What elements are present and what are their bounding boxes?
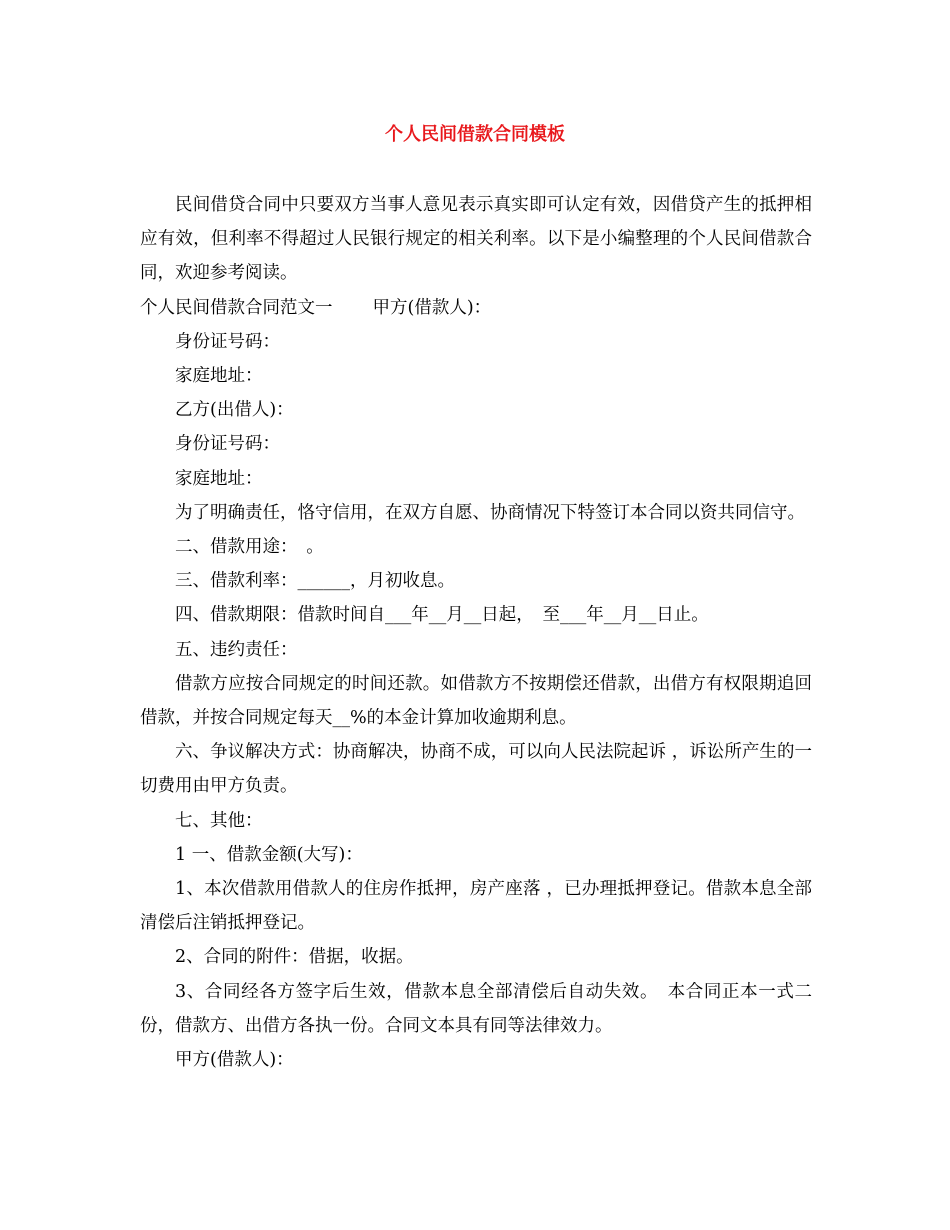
party-b-label: 乙方(出借人)：	[175, 400, 294, 421]
clause-term: 四、借款期限：借款时间自___年__月__日起， 至___年__月__日止。	[175, 605, 709, 626]
other-item-attachments: 2、合同的附件：借据，收据。	[175, 947, 414, 968]
other-item-effect: 3、合同经各方签字后生效，借款本息全部清偿后自动失效。 本合同正本一式二份，借款方、出借方各执一份。合同文本具有同等法律效力。	[140, 981, 812, 1036]
id-number-line: 身份证号码：	[175, 331, 280, 352]
address-line: 家庭地址：	[175, 366, 263, 387]
signature-party-a: 甲方(借款人)：	[175, 1050, 294, 1071]
sample-heading-line	[140, 291, 812, 325]
intro-paragraph: 民间借贷合同中只要双方当事人意见表示真实即可认定有效，因借贷产生的抵押相应有效，但利率不得超过人民银行规定的相关利率。以下是小编整理的个人民间借款合同，欢迎参考阅读。	[140, 195, 812, 284]
clause-dispute: 六、争议解决方式：协商解决，协商不成，可以向人民法院起诉 ，诉讼所产生的一切费用由甲方负责。	[140, 742, 812, 797]
purpose-paragraph: 为了明确责任，恪守信用，在双方自愿、协商情况下特签订本合同以资共同信守。	[175, 502, 805, 523]
other-item-amount: 1 一、借款金额(大写)：	[175, 844, 363, 865]
address-line: 家庭地址：	[175, 468, 263, 489]
clause-liability-heading: 五、违约责任：	[175, 639, 298, 660]
clause-purpose: 二、借款用途： 。	[175, 537, 324, 558]
other-item-mortgage: 1、本次借款用借款人的住房作抵押，房产座落 ，已办理抵押登记。借款本息全部清偿后注销抵押登记。	[140, 879, 812, 934]
clause-liability-text: 借款方应按合同规定的时间还款。如借款方不按期偿还借款，出借方有权限期追回借款，并按合同规定每天__%的本金计算加收逾期利息。	[140, 673, 812, 729]
document-title: 个人民间借款合同模板	[385, 124, 565, 145]
sample-heading: 个人民间借款合同范文一	[140, 297, 333, 318]
id-number-line: 身份证号码：	[175, 434, 280, 455]
document-body	[140, 188, 812, 1077]
party-a-label: 甲方(借款人)：	[372, 297, 492, 318]
clause-other-heading: 七、其他：	[175, 810, 263, 831]
clause-interest-rate: 三、借款利率：______，月初收息。	[175, 571, 455, 592]
